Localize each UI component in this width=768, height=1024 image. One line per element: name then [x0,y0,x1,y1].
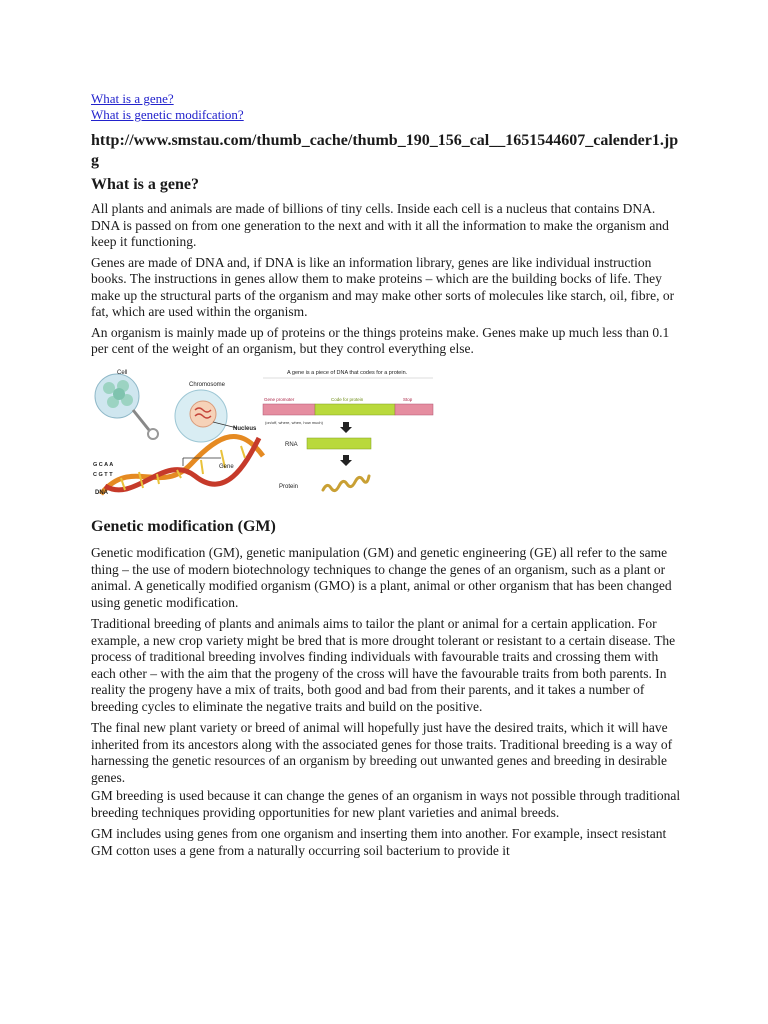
cell-label: Cell [117,370,128,376]
image-url-text: http://www.smstau.com/thumb_cache/thumb_190_156_cal__1651544607_calender1.jpg [91,132,679,169]
arrow-down-icon [340,422,352,433]
paragraph: GM includes using genes from one organism and inserting them into another. For example, insect resistant GM cotton uses a gene from a naturally occurring soil bacterium to provide it [91,826,667,858]
paragraph: All plants and animals are made of billions of tiny cells. Inside each cell is a nucleus that contains DNA. DNA is passed on from one generation to the next and with it all the information to make the organism and keep it functioning. [91,201,669,249]
link-what-is-genetic-modification[interactable]: What is genetic modifcation? [91,107,244,122]
cell-illustration [95,370,158,439]
paragraph: Genetic modification (GM), genetic manipulation (GM) and genetic engineering (GE) all refer to the same thing – the use of modern biotechnology techniques to change the genes of an organism, such as a plant or animal. A genetically modified organism (GMO) is a plant, animal or other organism that has been changed using genetic modification. [91,545,672,610]
diagram-caption: A gene is a piece of DNA that codes for a protein. [287,370,408,376]
code-for-protein-label: Code for protein [331,397,364,402]
nucleus-label: Nucleus [233,426,257,432]
paragraph: GM breeding is used because it can change the genes of an organism in ways not possible through traditional breeding techniques providing opportunities for new plant varieties and animal breeds. [91,788,681,820]
image-url [91,131,683,171]
bases-row-1: G C A A [93,462,114,468]
section-what-is-a-gene [91,175,683,358]
link-list [91,91,683,123]
gene-expression-panel [263,370,433,491]
paragraph: Genes are made of DNA and, if DNA is like an information library, genes are like individual instruction books. The instructions in genes allow them to make proteins – which are the building bocks of life. They make up the structural parts of the organism and may make other sorts of molecules like starch, oil, fibre, or fat, which are used within the organism. [91,254,675,319]
paragraph: The final new plant variety or breed of animal will hopefully just have the desired traits, which it will have inherited from its ancestors along with the associated genes for those traits. Traditional breeding is a way of harnessing the genetic resources of an organism by breeding out unwanted genes and breeding in desirable genes. [91,720,673,785]
section-heading: Genetic modification (GM) [91,518,276,535]
dna-helix-illustration [93,436,263,496]
gene-promoter-label: Gene promoter [264,397,295,402]
gene-diagram [91,366,437,504]
rna-label: RNA [285,442,298,448]
stop-label: Stop [403,397,413,402]
chromosome-label: Chromosome [189,382,226,388]
arrow-down-icon [340,455,352,466]
protein-label: Protein [279,484,299,490]
nucleus-illustration [175,382,257,442]
section-genetic-modification [91,517,683,859]
bases-row-2: C G T T [93,472,113,478]
section-heading: What is a gene? [91,176,199,193]
gene-label: Gene [219,464,234,470]
link-what-is-a-gene[interactable]: What is a gene? [91,91,174,106]
promoter-note: (on/off, where, when, how much) [265,420,323,425]
dna-label: DNA [95,490,108,496]
paragraph: Traditional breeding of plants and animals aims to tailor the plant or animal for a certain application. For example, a new crop variety might be bred that is more drought tolerant or resistant to a certain disease. The process of traditional breeding involves finding individuals with favourable traits and crossing them with each other – with the aim that the progeny of the cross will have the favourable traits from both parents. In reality the progeny have a mix of traits, both good and bad from their parents, and it takes a number of breeding cycles to eliminate the negative traits and build on the positive. [91,616,676,714]
paragraph: An organism is mainly made up of proteins or the things proteins make. Genes make up much less than 0.1 per cent of the weight of an organism, but they control everything else. [91,324,670,356]
